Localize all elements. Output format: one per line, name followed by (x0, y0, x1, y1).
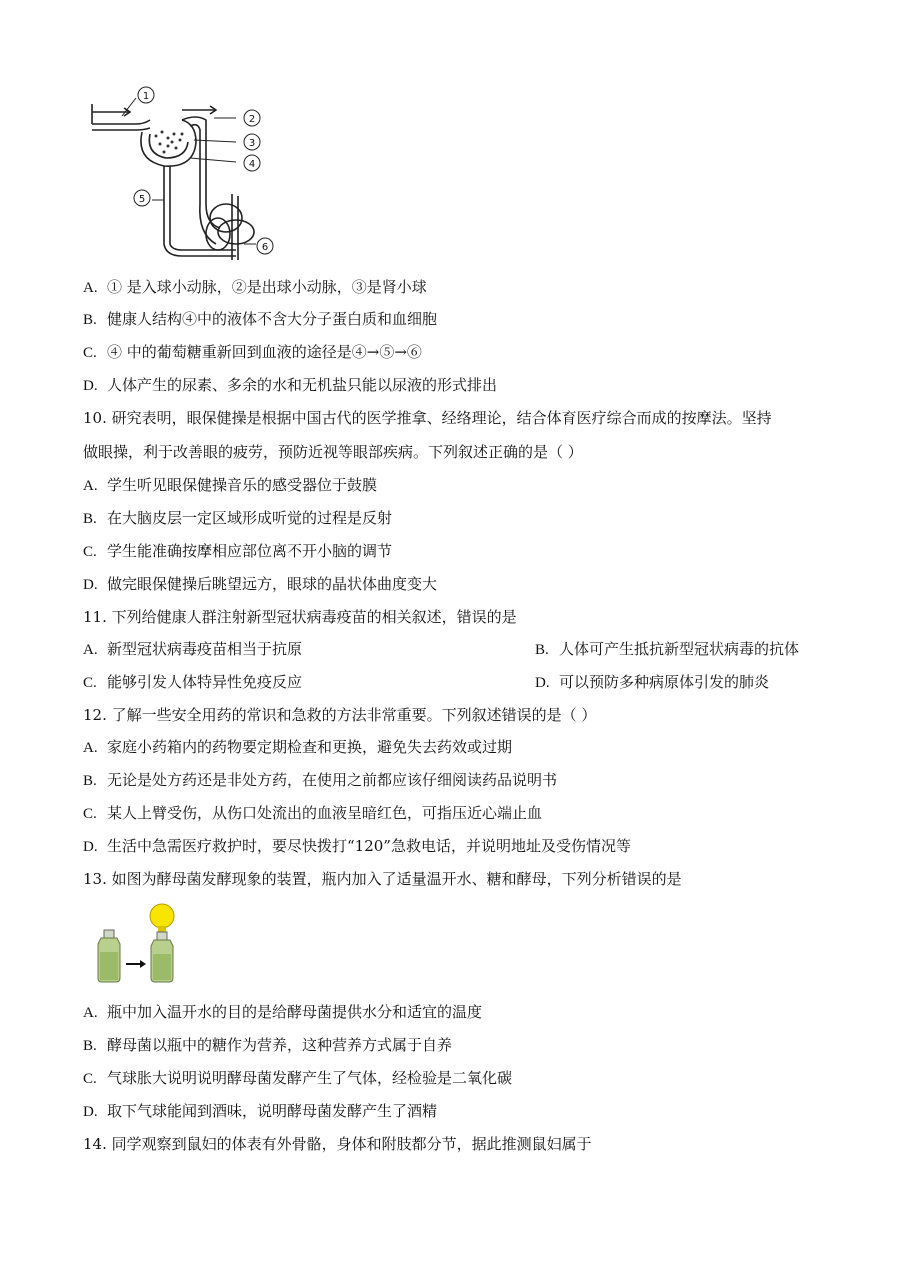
option-text: ① 是入球小动脉，②是出球小动脉，③是肾小球 (107, 278, 427, 296)
option-text: 健康人结构④中的液体不含大分子蛋白质和血细胞 (107, 310, 438, 328)
q10-option-d (83, 573, 437, 596)
option-label: C. (83, 345, 97, 361)
q13-option-b (83, 1034, 452, 1057)
q13-stem: 13. 如图为酵母菌发酵现象的装置，瓶内加入了适量温开水、糖和酵母，下列分析错误的是 (83, 870, 682, 888)
option-text: ④ 中的葡萄糖重新回到血液的途径是④→⑤→⑥ (107, 343, 422, 361)
option-label: C. (83, 675, 97, 691)
q9-option-a (83, 276, 427, 299)
q11-option-b (535, 638, 799, 661)
q10-option-b (83, 507, 392, 530)
q12-option-a (83, 736, 512, 759)
q10-stem-line1: 10. 研究表明，眼保健操是根据中国古代的医学推拿、经络理论，结合体育医疗综合而成的按摩法。坚持 (83, 409, 772, 427)
option-text: 学生能准确按摩相应部位离不开小脑的调节 (107, 542, 393, 560)
option-label: B. (83, 1038, 97, 1054)
option-label: D. (83, 577, 98, 593)
q10-option-c (83, 540, 392, 563)
option-text: 学生听见眼保健操音乐的感受器位于鼓膜 (107, 476, 378, 494)
option-text: 生活中急需医疗救护时，要尽快拨打“120”急救电话，并说明地址及受伤情况等 (107, 837, 631, 855)
q12-option-d (83, 835, 631, 858)
q14-stem: 14. 同学观察到鼠妇的体表有外骨骼，身体和附肢都分节，据此推测鼠妇属于 (83, 1135, 592, 1153)
svg-text:5: 5 (138, 194, 146, 205)
q11-options-row2 (83, 671, 883, 694)
option-text: 做完眼保健操后眺望远方，眼球的晶状体曲度变大 (107, 575, 438, 593)
option-label: D. (83, 378, 98, 394)
q10-option-a (83, 474, 377, 497)
option-label: D. (83, 1104, 98, 1120)
q9-option-c (83, 341, 422, 364)
option-text: 无论是处方药还是非处方药，在使用之前都应该仔细阅读药品说明书 (107, 771, 558, 789)
q11-option-d (535, 671, 769, 694)
option-label: C. (83, 1071, 97, 1087)
q9-option-b (83, 308, 437, 331)
nephron-diagram (86, 84, 286, 262)
option-label: B. (535, 642, 549, 658)
svg-text:6: 6 (261, 242, 269, 253)
option-text: 人体产生的尿素、多余的水和无机盐只能以尿液的形式排出 (107, 376, 498, 394)
q9-option-d (83, 374, 497, 397)
q13-option-a (83, 1001, 482, 1024)
fermentation-bottles-figure (96, 902, 186, 986)
q12-option-b (83, 769, 557, 792)
option-label: A. (83, 478, 98, 494)
q11-options-row1 (83, 638, 883, 661)
svg-text:1: 1 (142, 91, 150, 102)
option-label: B. (83, 773, 97, 789)
svg-text:2: 2 (248, 114, 256, 125)
option-text: 酵母菌以瓶中的糖作为营养，这种营养方式属于自养 (107, 1036, 453, 1054)
q13-option-c (83, 1067, 512, 1090)
option-label: B. (83, 511, 97, 527)
q11-stem: 11. 下列给健康人群注射新型冠状病毒疫苗的相关叙述，错误的是 (83, 608, 517, 626)
option-text: 某人上臂受伤，从伤口处流出的血液呈暗红色，可指压近心端止血 (107, 804, 543, 822)
option-text: 取下气球能闻到酒味，说明酵母菌发酵产生了酒精 (107, 1102, 438, 1120)
option-text: 可以预防多种病原体引发的肺炎 (559, 673, 770, 691)
option-text: 能够引发人体特异性免疫反应 (107, 673, 303, 691)
q10-stem-line2: 做眼操，利于改善眼的疲劳，预防近视等眼部疾病。下列叙述正确的是（ ） (83, 443, 583, 461)
q12-option-c (83, 802, 542, 825)
option-label: A. (83, 1005, 98, 1021)
option-label: A. (83, 740, 98, 756)
option-label: D. (535, 675, 550, 691)
svg-text:3: 3 (248, 138, 256, 149)
svg-text:4: 4 (248, 159, 256, 170)
option-text: 在大脑皮层一定区域形成听觉的过程是反射 (107, 509, 393, 527)
option-label: B. (83, 312, 97, 328)
option-text: 人体可产生抵抗新型冠状病毒的抗体 (559, 640, 800, 658)
option-text: 瓶中加入温开水的目的是给酵母菌提供水分和适宜的温度 (107, 1003, 483, 1021)
option-label: A. (83, 642, 98, 658)
option-text: 气球胀大说明说明酵母菌发酵产生了气体，经检验是二氧化碳 (107, 1069, 513, 1087)
option-label: C. (83, 544, 97, 560)
option-text: 家庭小药箱内的药物要定期检查和更换，避免失去药效或过期 (107, 738, 513, 756)
q12-stem: 12. 了解一些安全用药的常识和急救的方法非常重要。下列叙述错误的是（ ） (83, 706, 597, 724)
option-text: 新型冠状病毒疫苗相当于抗原 (107, 640, 303, 658)
option-label: A. (83, 280, 98, 296)
q13-option-d (83, 1100, 437, 1123)
option-label: C. (83, 806, 97, 822)
option-label: D. (83, 839, 98, 855)
